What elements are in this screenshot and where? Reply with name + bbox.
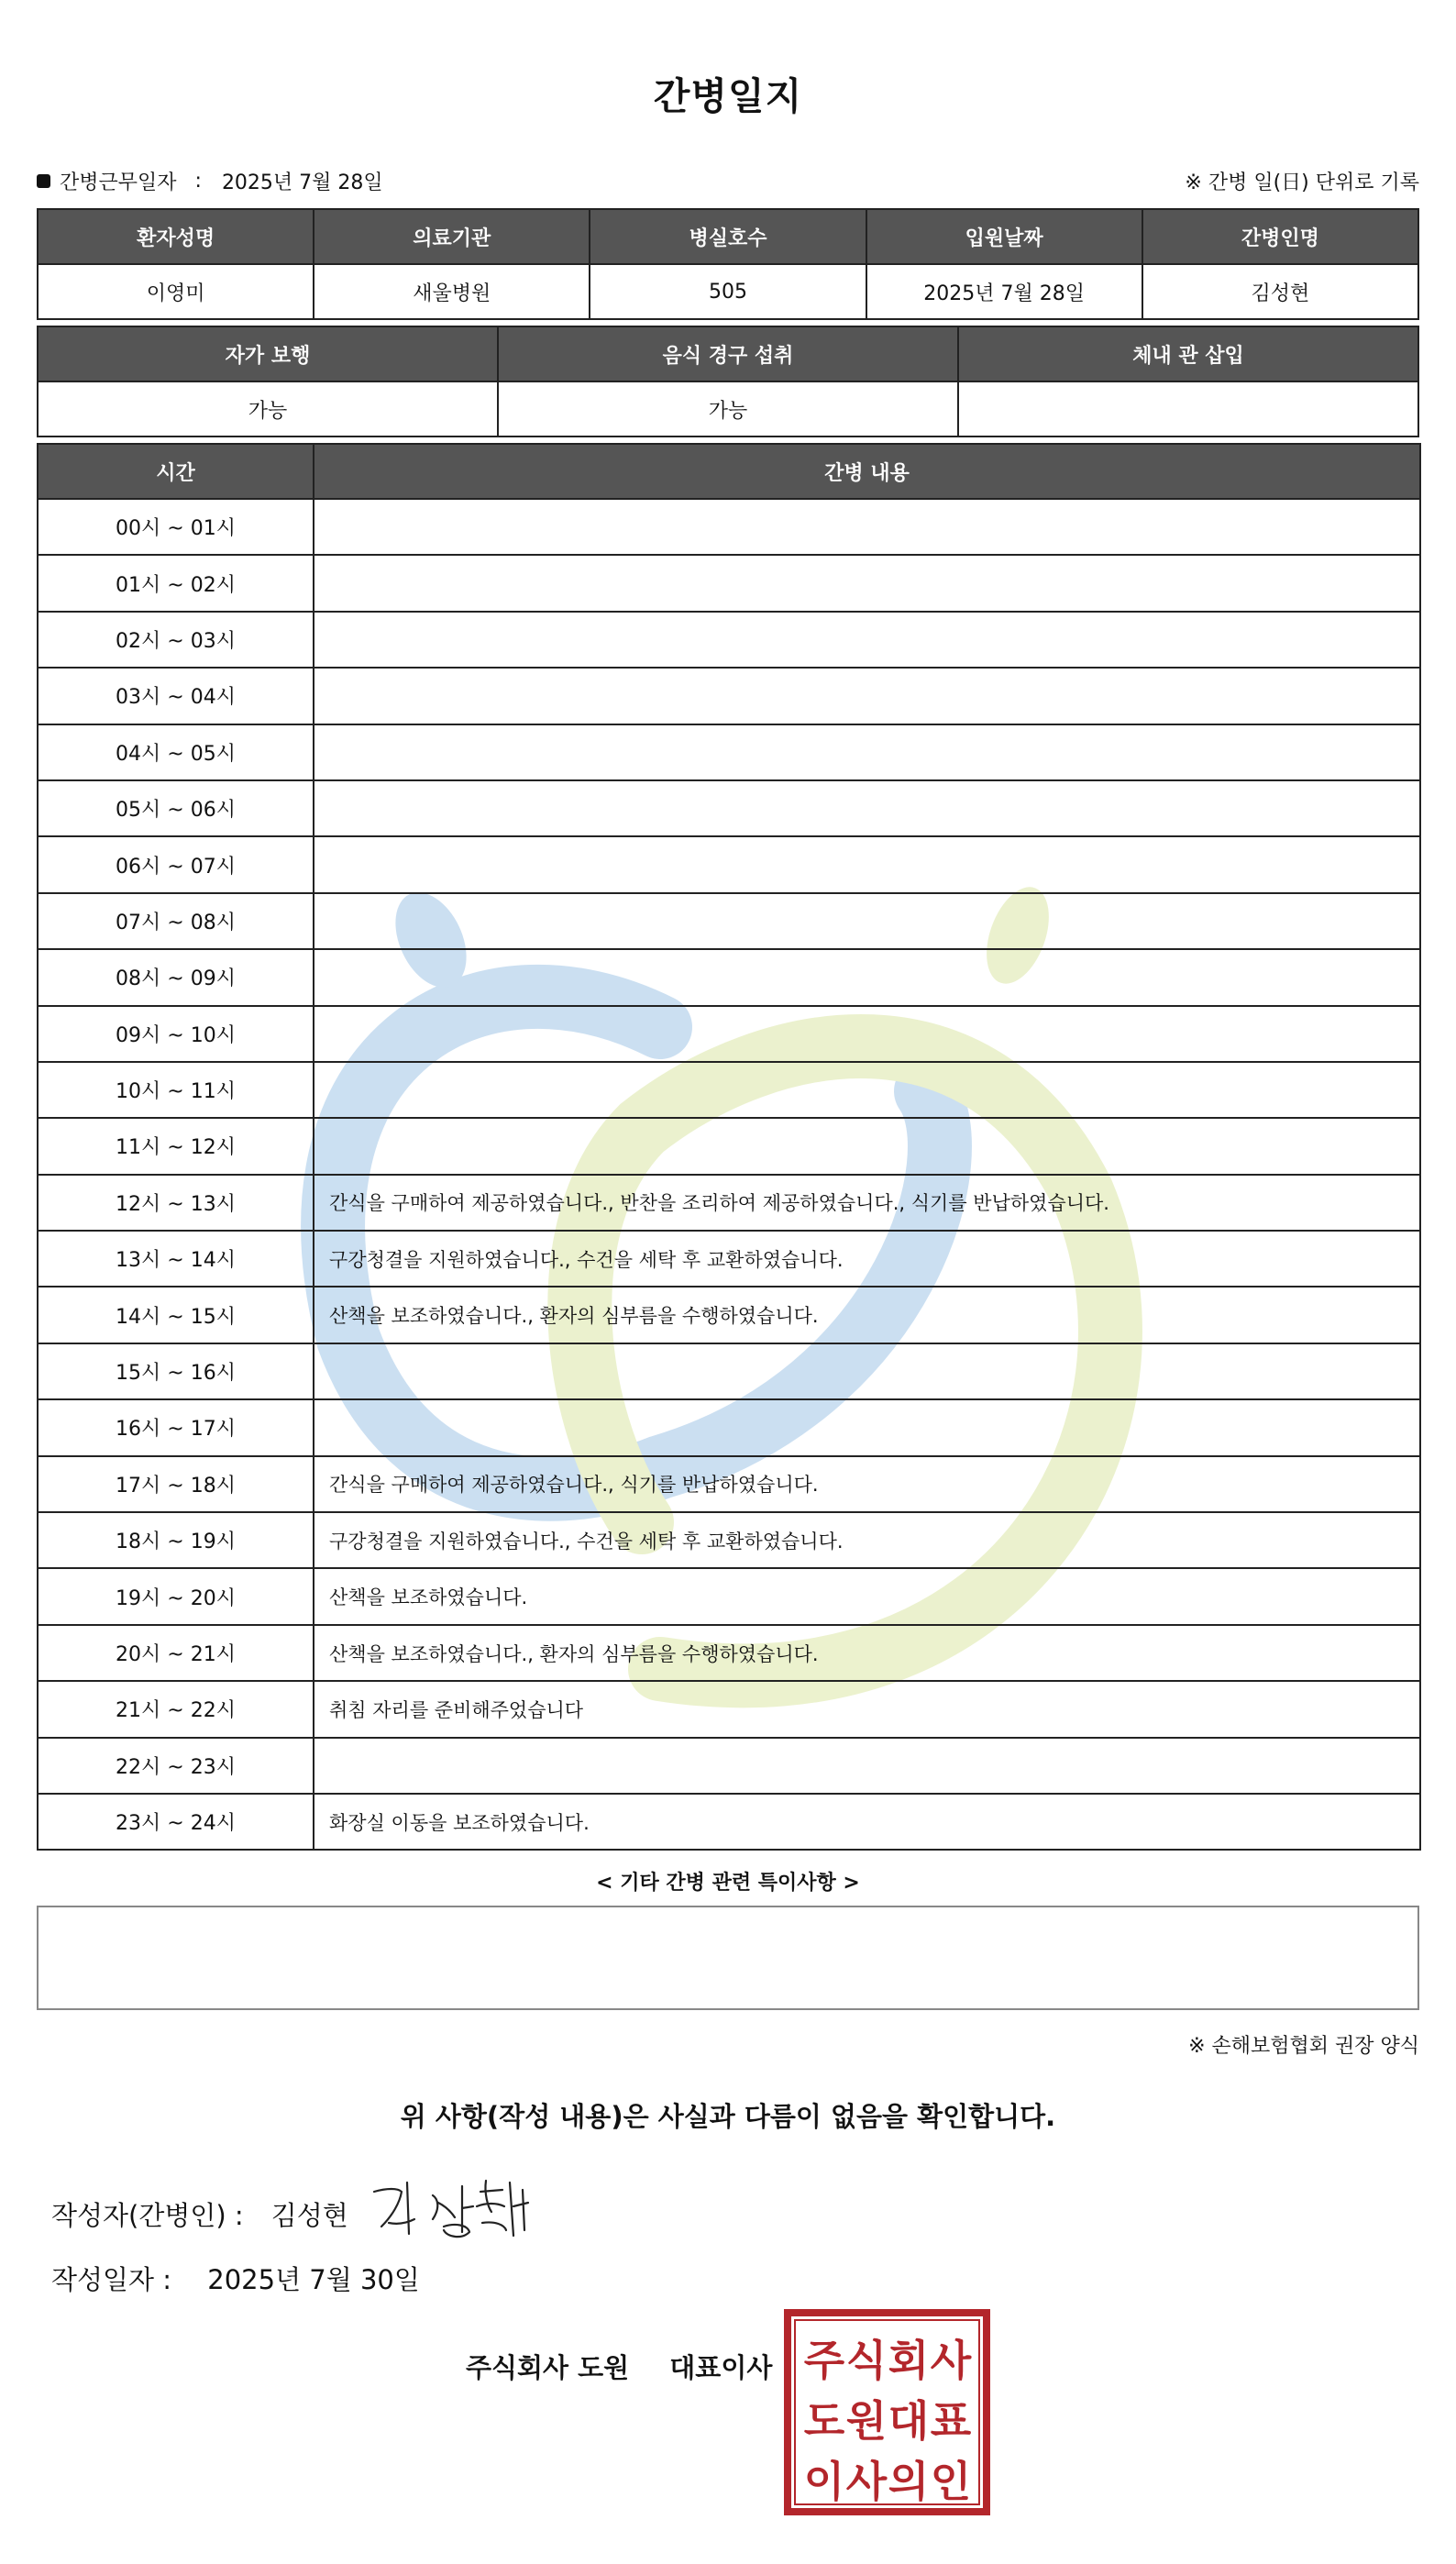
log-content-cell: 구강청결을 지원하였습니다., 수건을 세탁 후 교환하였습니다. [314,1231,1420,1287]
seal-character: 표 [930,2396,972,2446]
handwritten-signature [367,2172,550,2245]
company-seal-stamp [784,2309,990,2515]
log-content-cell [314,836,1420,892]
hourly-care-log-table [37,443,1421,1851]
log-content-cell: 산책을 보조하였습니다., 환자의 심부름을 수행하였습니다. [314,1287,1420,1343]
writer-label: 작성자(간병인) : [51,2200,244,2231]
writer-name: 김성현 [270,2200,348,2231]
table-row [38,1738,1420,1794]
log-content-cell [314,1006,1420,1062]
admission-date: 2025년 7월 28일 [866,264,1142,319]
caregiver-name: 김성현 [1142,264,1418,319]
log-time-cell: 04시 ~ 05시 [38,724,314,780]
log-content-cell [314,1062,1420,1118]
log-time-cell: 16시 ~ 17시 [38,1399,314,1455]
log-time-cell: 21시 ~ 22시 [38,1681,314,1737]
log-content-cell: 산책을 보조하였습니다. [314,1568,1420,1624]
oral-intake-value: 가능 [498,381,958,437]
seal-character: 회 [888,2336,930,2385]
log-content-cell [314,724,1420,780]
header-patient-name: 환자성명 [38,209,314,264]
seal-character: 의 [888,2457,930,2506]
table-row [38,555,1420,611]
special-notes-title: < 기타 간병 관련 특이사항 > [596,1872,860,1895]
self-walking-value: 가능 [38,381,498,437]
log-content-cell [314,1399,1420,1455]
seal-character: 식 [845,2336,888,2385]
log-time-cell: 15시 ~ 16시 [38,1343,314,1399]
table-header-row [38,326,1418,381]
header-caregiver-name: 간병인명 [1142,209,1418,264]
patient-status-table [37,326,1419,437]
log-content-cell: 간식을 구매하여 제공하였습니다., 식기를 반납하였습니다. [314,1456,1420,1512]
header-admission-date: 입원날짜 [866,209,1142,264]
company-name: 주식회사 도원 [466,2352,630,2383]
seal-character: 인 [930,2457,972,2506]
table-row [38,1287,1420,1343]
log-content-cell: 구강청결을 지원하였습니다., 수건을 세탁 후 교환하였습니다. [314,1512,1420,1568]
table-row [38,381,1418,437]
table-row [38,1512,1420,1568]
form-note: ※ 손해보험협회 권장 양식 [1188,2035,1419,2058]
log-time-cell: 00시 ~ 01시 [38,499,314,555]
work-date-colon: : [194,170,202,193]
patient-info-table [37,208,1419,320]
seal-character: 원 [845,2396,888,2446]
table-row [38,724,1420,780]
log-content-cell [314,499,1420,555]
writer-line [51,2195,348,2233]
room-number: 505 [590,264,866,319]
work-date-label: 간병근무일자 [60,171,177,194]
seal-character: 대 [888,2396,930,2446]
header-time: 시간 [38,444,314,499]
header-oral-intake: 음식 경구 섭취 [498,326,958,381]
seal-character: 이 [803,2457,845,2506]
log-time-cell: 09시 ~ 10시 [38,1006,314,1062]
log-time-cell: 10시 ~ 11시 [38,1062,314,1118]
table-row [38,1399,1420,1455]
table-header-row [38,209,1418,264]
log-content-cell [314,668,1420,724]
unit-note: ※ 간병 일(日) 단위로 기록 [1185,171,1419,194]
table-row [38,1794,1420,1850]
log-time-cell: 20시 ~ 21시 [38,1625,314,1681]
written-date-line [51,2260,420,2297]
log-time-cell: 08시 ~ 09시 [38,949,314,1005]
log-content-cell [314,1738,1420,1794]
log-content-cell: 화장실 이동을 보조하였습니다. [314,1794,1420,1850]
table-row [38,499,1420,555]
confirmation-statement: 위 사항(작성 내용)은 사실과 다름이 없음을 확인합니다. [400,2101,1056,2132]
square-bullet-icon [37,174,50,188]
log-time-cell: 06시 ~ 07시 [38,836,314,892]
seal-character: 주 [803,2336,845,2385]
tube-insertion-value [958,381,1418,437]
header-care-content: 간병 내용 [314,444,1420,499]
log-time-cell: 22시 ~ 23시 [38,1738,314,1794]
log-time-cell: 11시 ~ 12시 [38,1118,314,1174]
log-time-cell: 19시 ~ 20시 [38,1568,314,1624]
company-line [466,2348,772,2385]
log-content-cell [314,612,1420,668]
table-row [38,949,1420,1005]
table-row [38,1343,1420,1399]
hospital-name: 새울병원 [314,264,590,319]
log-time-cell: 12시 ~ 13시 [38,1175,314,1231]
header-room-number: 병실호수 [590,209,866,264]
table-row [38,1062,1420,1118]
log-content-cell [314,780,1420,836]
special-notes-box [37,1906,1419,2010]
seal-character: 사 [845,2457,888,2506]
table-row [38,1231,1420,1287]
table-row [38,668,1420,724]
table-row [38,893,1420,949]
log-time-cell: 23시 ~ 24시 [38,1794,314,1850]
log-content-cell: 취침 자리를 준비해주었습니다 [314,1681,1420,1737]
log-content-cell [314,1118,1420,1174]
seal-character: 도 [803,2396,845,2446]
log-content-cell [314,1343,1420,1399]
log-rows [38,499,1420,1850]
table-row [38,1681,1420,1737]
table-row [38,836,1420,892]
work-date-line [37,167,383,195]
log-time-cell: 07시 ~ 08시 [38,893,314,949]
log-time-cell: 14시 ~ 15시 [38,1287,314,1343]
log-time-cell: 02시 ~ 03시 [38,612,314,668]
table-row [38,1568,1420,1624]
table-row [38,1006,1420,1062]
log-time-cell: 13시 ~ 14시 [38,1231,314,1287]
table-row [38,1625,1420,1681]
log-time-cell: 01시 ~ 02시 [38,555,314,611]
table-row [38,780,1420,836]
table-row [38,264,1418,319]
table-header-row [38,444,1420,499]
document-title: 간병일지 [653,74,803,118]
log-time-cell: 18시 ~ 19시 [38,1512,314,1568]
representative-label: 대표이사 [669,2352,773,2383]
header-tube-insertion: 체내 관 삽입 [958,326,1418,381]
header-hospital: 의료기관 [314,209,590,264]
table-row [38,1118,1420,1174]
log-content-cell: 산책을 보조하였습니다., 환자의 심부름을 수행하였습니다. [314,1625,1420,1681]
patient-name: 이영미 [38,264,314,319]
header-self-walking: 자가 보행 [38,326,498,381]
table-row [38,1175,1420,1231]
written-date-value: 2025년 7월 30일 [207,2264,420,2295]
seal-character: 사 [930,2336,972,2385]
table-row [38,1456,1420,1512]
written-date-label: 작성일자 : [51,2264,172,2295]
table-row [38,612,1420,668]
log-content-cell [314,555,1420,611]
log-content-cell [314,893,1420,949]
work-date-value: 2025년 7월 28일 [221,171,383,194]
log-content-cell [314,949,1420,1005]
log-content-cell: 간식을 구매하여 제공하였습니다., 반찬을 조리하여 제공하였습니다., 식기를 반납하였습니다. [314,1175,1420,1231]
log-time-cell: 05시 ~ 06시 [38,780,314,836]
log-time-cell: 03시 ~ 04시 [38,668,314,724]
log-time-cell: 17시 ~ 18시 [38,1456,314,1512]
